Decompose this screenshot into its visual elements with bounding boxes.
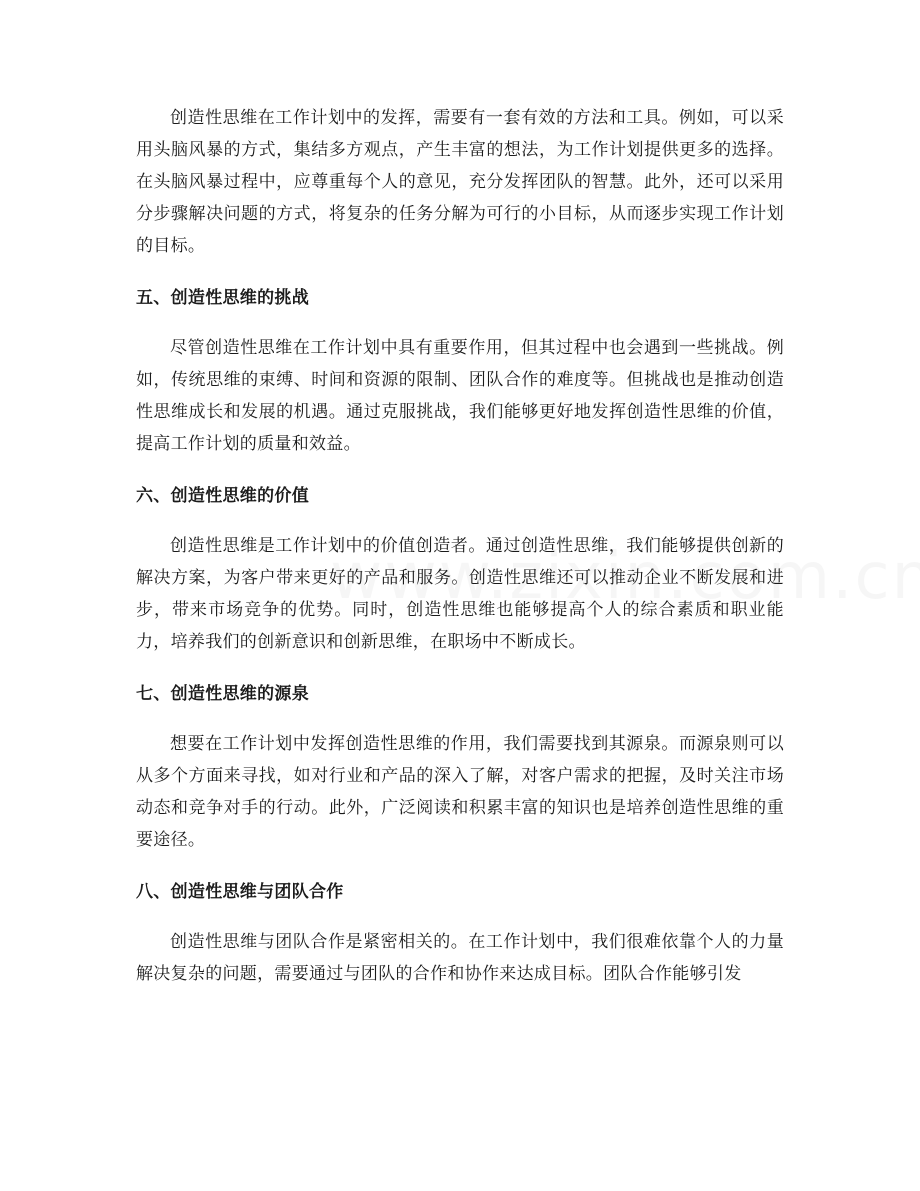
paragraph-methods: 创造性思维在工作计划中的发挥，需要有一套有效的方法和工具。例如，可以采用头脑风暴的方式，集结多方观点，产生丰富的想法，为工作计划提供更多的选择。在头脑风暴过程中，应尊重每个人的意见，充分发挥团队的智慧。此外，还可以采用分步骤解决问题的方式，将复杂的任务分解为可行的小目标，从而逐步实现工作计划的目标。	[136, 108, 784, 256]
document-page	[136, 102, 784, 990]
heading-source: 七、创造性思维的源泉	[136, 684, 309, 704]
paragraph-challenges: 尽管创造性思维在工作计划中具有重要作用，但其过程中也会遇到一些挑战。例如，传统思维的束缚、时间和资源的限制、团队合作的难度等。但挑战也是推动创造性思维成长和发展的机遇。通过克服挑战，我们能够更好地发挥创造性思维的价值，提高工作计划的质量和效益。	[136, 338, 784, 454]
heading-teamwork: 八、创造性思维与团队合作	[136, 882, 344, 902]
paragraph-source: 想要在工作计划中发挥创造性思维的作用，我们需要找到其源泉。而源泉则可以从多个方面来寻找，如对行业和产品的深入了解，对客户需求的把握，及时关注市场动态和竞争对手的行动。此外，广泛阅读和积累丰富的知识也是培养创造性思维的重要途径。	[136, 734, 784, 850]
paragraph-teamwork: 创造性思维与团队合作是紧密相关的。在工作计划中，我们很难依靠个人的力量解决复杂的问题，需要通过与团队的合作和协作来达成目标。团队合作能够引发	[136, 932, 784, 984]
heading-value: 六、创造性思维的价值	[136, 486, 309, 506]
paragraph-value: 创造性思维是工作计划中的价值创造者。通过创造性思维，我们能够提供创新的解决方案，为客户带来更好的产品和服务。创造性思维还可以推动企业不断发展和进步，带来市场竞争的优势。同时，创造性思维也能够提高个人的综合素质和职业能力，培养我们的创新意识和创新思维，在职场中不断成长。	[136, 536, 784, 652]
heading-challenges: 五、创造性思维的挑战	[136, 288, 309, 308]
